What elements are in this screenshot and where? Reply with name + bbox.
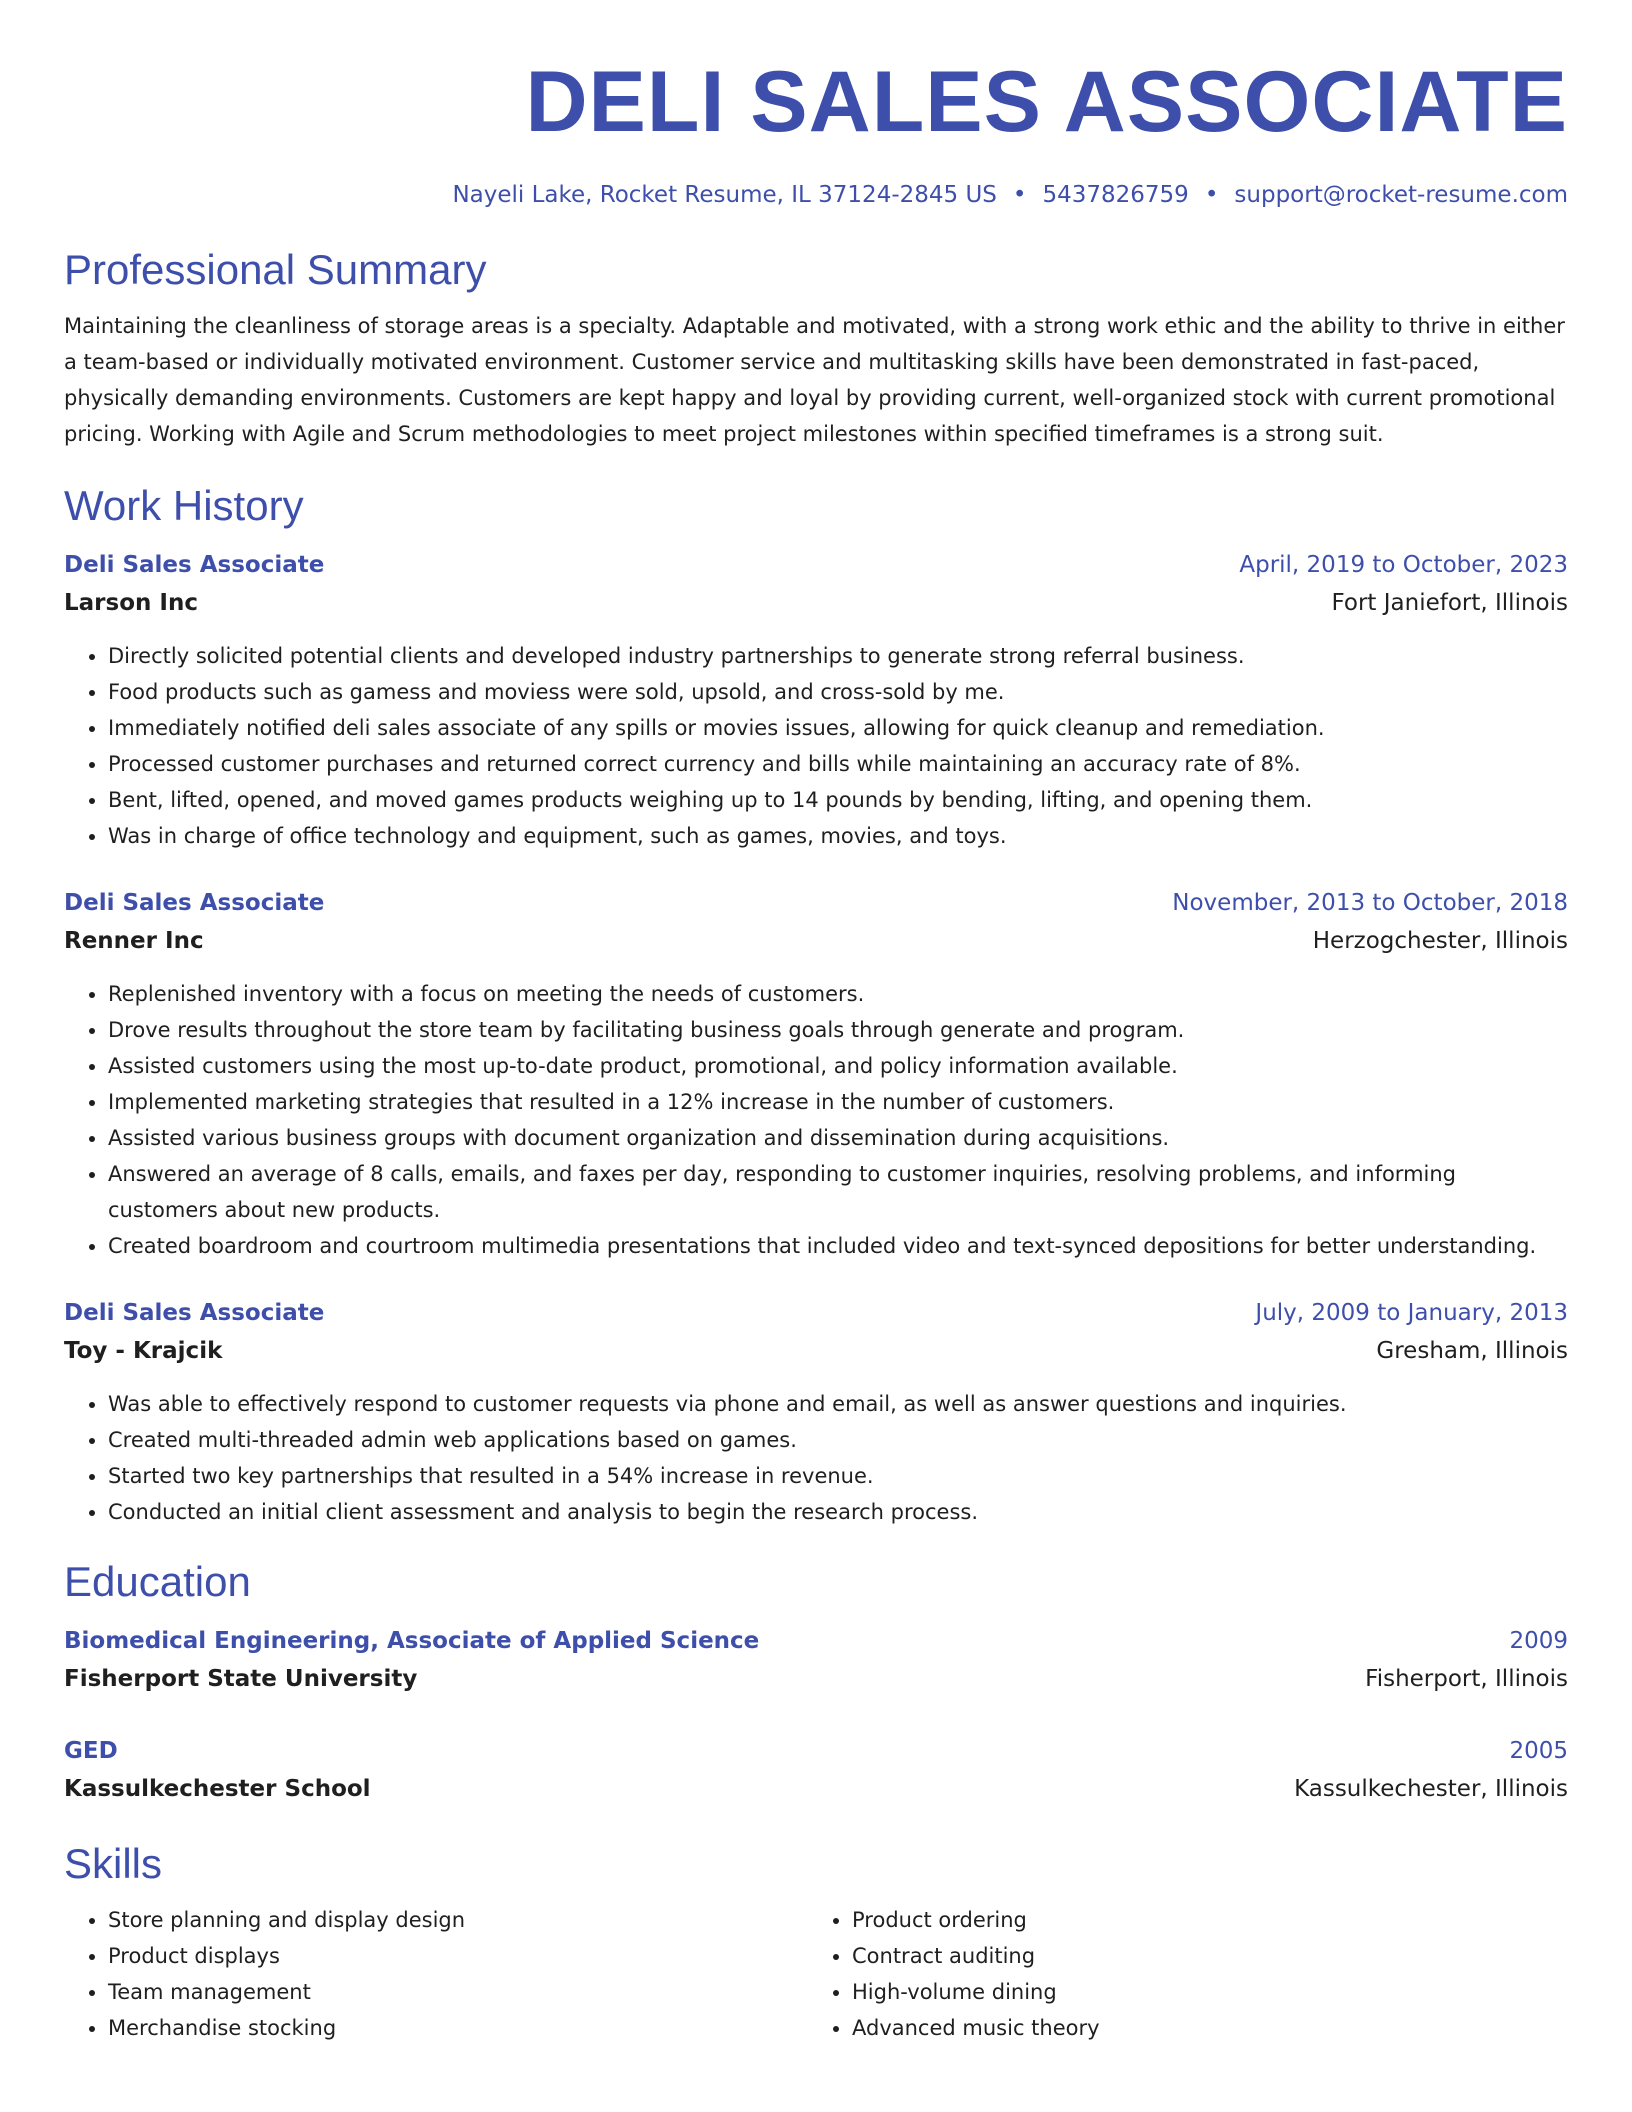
job-bullet: • Created boardroom and courtroom multimedia presentations that included video and text-synced depositions for better understanding. <box>108 1228 1568 1264</box>
job-entry <box>64 546 1568 854</box>
job-bullet: • Directly solicited potential clients and developed industry partnerships to generate strong referral business. <box>108 638 1568 674</box>
education-degree: Biomedical Engineering, Associate of Applied Science <box>64 1628 760 1654</box>
job-bullet: • Was in charge of office technology and equipment, such as games, movies, and toys. <box>108 818 1568 854</box>
job-bullet: • Started two key partnerships that resulted in a 54% increase in revenue. <box>108 1458 1568 1494</box>
skill-item: • Contract auditing <box>852 1938 1552 1974</box>
job-role: Deli Sales Associate <box>64 1300 325 1326</box>
job-bullet: • Answered an average of 8 calls, emails, and faxes per day, responding to customer inquiries, resolving problems, and informing customers about new products. <box>108 1156 1568 1228</box>
resume-page <box>64 0 1568 2046</box>
skill-item: • Merchandise stocking <box>108 2010 808 2046</box>
education-heading: Education <box>64 1558 251 1605</box>
skill-item: • Product displays <box>108 1938 808 1974</box>
job-bullet: • Conducted an initial client assessment and analysis to begin the research process. <box>108 1494 1568 1530</box>
job-location: Gresham, Illinois <box>1376 1338 1568 1364</box>
skills-list-right <box>808 1902 1552 2046</box>
summary-text: Maintaining the cleanliness of storage areas is a specialty. Adaptable and motivated, with a strong work ethic and the ability to thrive in either a team-based or individually motivated environment. Customer service and multitasking skills have been demonstrated in fast-paced, physically demanding environments. Customers are kept happy and loyal by providing current, well-organized stock with current promotional pricing. Working with Agile and Scrum methodologies to meet project milestones within specified timeframes is a strong suit. <box>64 314 1565 446</box>
contact-separator: • <box>1012 182 1027 208</box>
job-bullet: • Assisted customers using the most up-to-date product, promotional, and policy information available. <box>108 1048 1568 1084</box>
skill-item: • Team management <box>108 1974 808 2010</box>
job-bullets <box>64 976 1568 1264</box>
job-bullet: • Assisted various business groups with document organization and dissemination during acquisitions. <box>108 1120 1568 1156</box>
education-location: Kassulkechester, Illinois <box>1294 1776 1568 1802</box>
skill-item: • Product ordering <box>852 1902 1552 1938</box>
education-school: Fisherport State University <box>64 1666 418 1692</box>
job-company: Renner Inc <box>64 928 204 954</box>
job-dates: July, 2009 to January, 2013 <box>1255 1300 1568 1326</box>
job-bullet: • Replenished inventory with a focus on meeting the needs of customers. <box>108 976 1568 1012</box>
job-entry <box>64 1294 1568 1530</box>
job-bullet: • Implemented marketing strategies that resulted in a 12% increase in the number of customers. <box>108 1084 1568 1120</box>
work-history-heading: Work History <box>64 482 304 529</box>
skill-item: • Advanced music theory <box>852 2010 1552 2046</box>
job-bullet: • Was able to effectively respond to customer requests via phone and email, as well as answer questions and inquiries. <box>108 1386 1568 1422</box>
job-bullet: • Bent, lifted, opened, and moved games products weighing up to 14 pounds by bending, lifting, and opening them. <box>108 782 1568 818</box>
job-role: Deli Sales Associate <box>64 552 325 578</box>
education-year: 2009 <box>1509 1628 1568 1654</box>
job-entry <box>64 884 1568 1264</box>
work-history-list <box>64 546 1568 1530</box>
job-role: Deli Sales Associate <box>64 890 325 916</box>
contact-phone: 5437826759 <box>1042 182 1189 208</box>
job-dates: April, 2019 to October, 2023 <box>1239 552 1568 578</box>
skills-heading: Skills <box>64 1840 163 1887</box>
job-bullet: • Created multi-threaded admin web applications based on games. <box>108 1422 1568 1458</box>
education-degree: GED <box>64 1738 118 1764</box>
job-location: Herzogchester, Illinois <box>1312 928 1568 954</box>
job-company: Larson Inc <box>64 590 198 616</box>
education-year: 2005 <box>1509 1738 1568 1764</box>
resume-title: DELI SALES ASSOCIATE <box>525 54 1568 150</box>
job-bullet: • Food products such as gamess and moviess were sold, upsold, and cross-sold by me. <box>108 674 1568 710</box>
education-entry <box>64 1732 1568 1808</box>
job-bullet: • Processed customer purchases and returned correct currency and bills while maintaining an accuracy rate of 8%. <box>108 746 1568 782</box>
education-location: Fisherport, Illinois <box>1365 1666 1568 1692</box>
job-company: Toy - Krajcik <box>64 1338 223 1364</box>
contact-line <box>64 180 1568 210</box>
resume-header <box>64 0 1568 210</box>
skills-list-left <box>64 1902 808 2046</box>
skill-item: • Store planning and display design <box>108 1902 808 1938</box>
skills-columns <box>64 1902 1568 2046</box>
education-school: Kassulkechester School <box>64 1776 371 1802</box>
skill-item: • High-volume dining <box>852 1974 1552 2010</box>
summary-heading: Professional Summary <box>64 246 487 293</box>
job-location: Fort Janiefort, Illinois <box>1331 590 1568 616</box>
job-bullet: • Drove results throughout the store team by facilitating business goals through generate and program. <box>108 1012 1568 1048</box>
contact-address: Nayeli Lake, Rocket Resume, IL 37124-2845 US <box>452 182 997 208</box>
job-bullets <box>64 1386 1568 1530</box>
job-dates: November, 2013 to October, 2018 <box>1172 890 1568 916</box>
education-entry <box>64 1622 1568 1698</box>
job-bullet: • Immediately notified deli sales associate of any spills or movies issues, allowing for quick cleanup and remediation. <box>108 710 1568 746</box>
job-bullets <box>64 638 1568 854</box>
contact-email[interactable]: support@rocket-resume.com <box>1234 182 1568 208</box>
contact-separator: • <box>1204 182 1219 208</box>
